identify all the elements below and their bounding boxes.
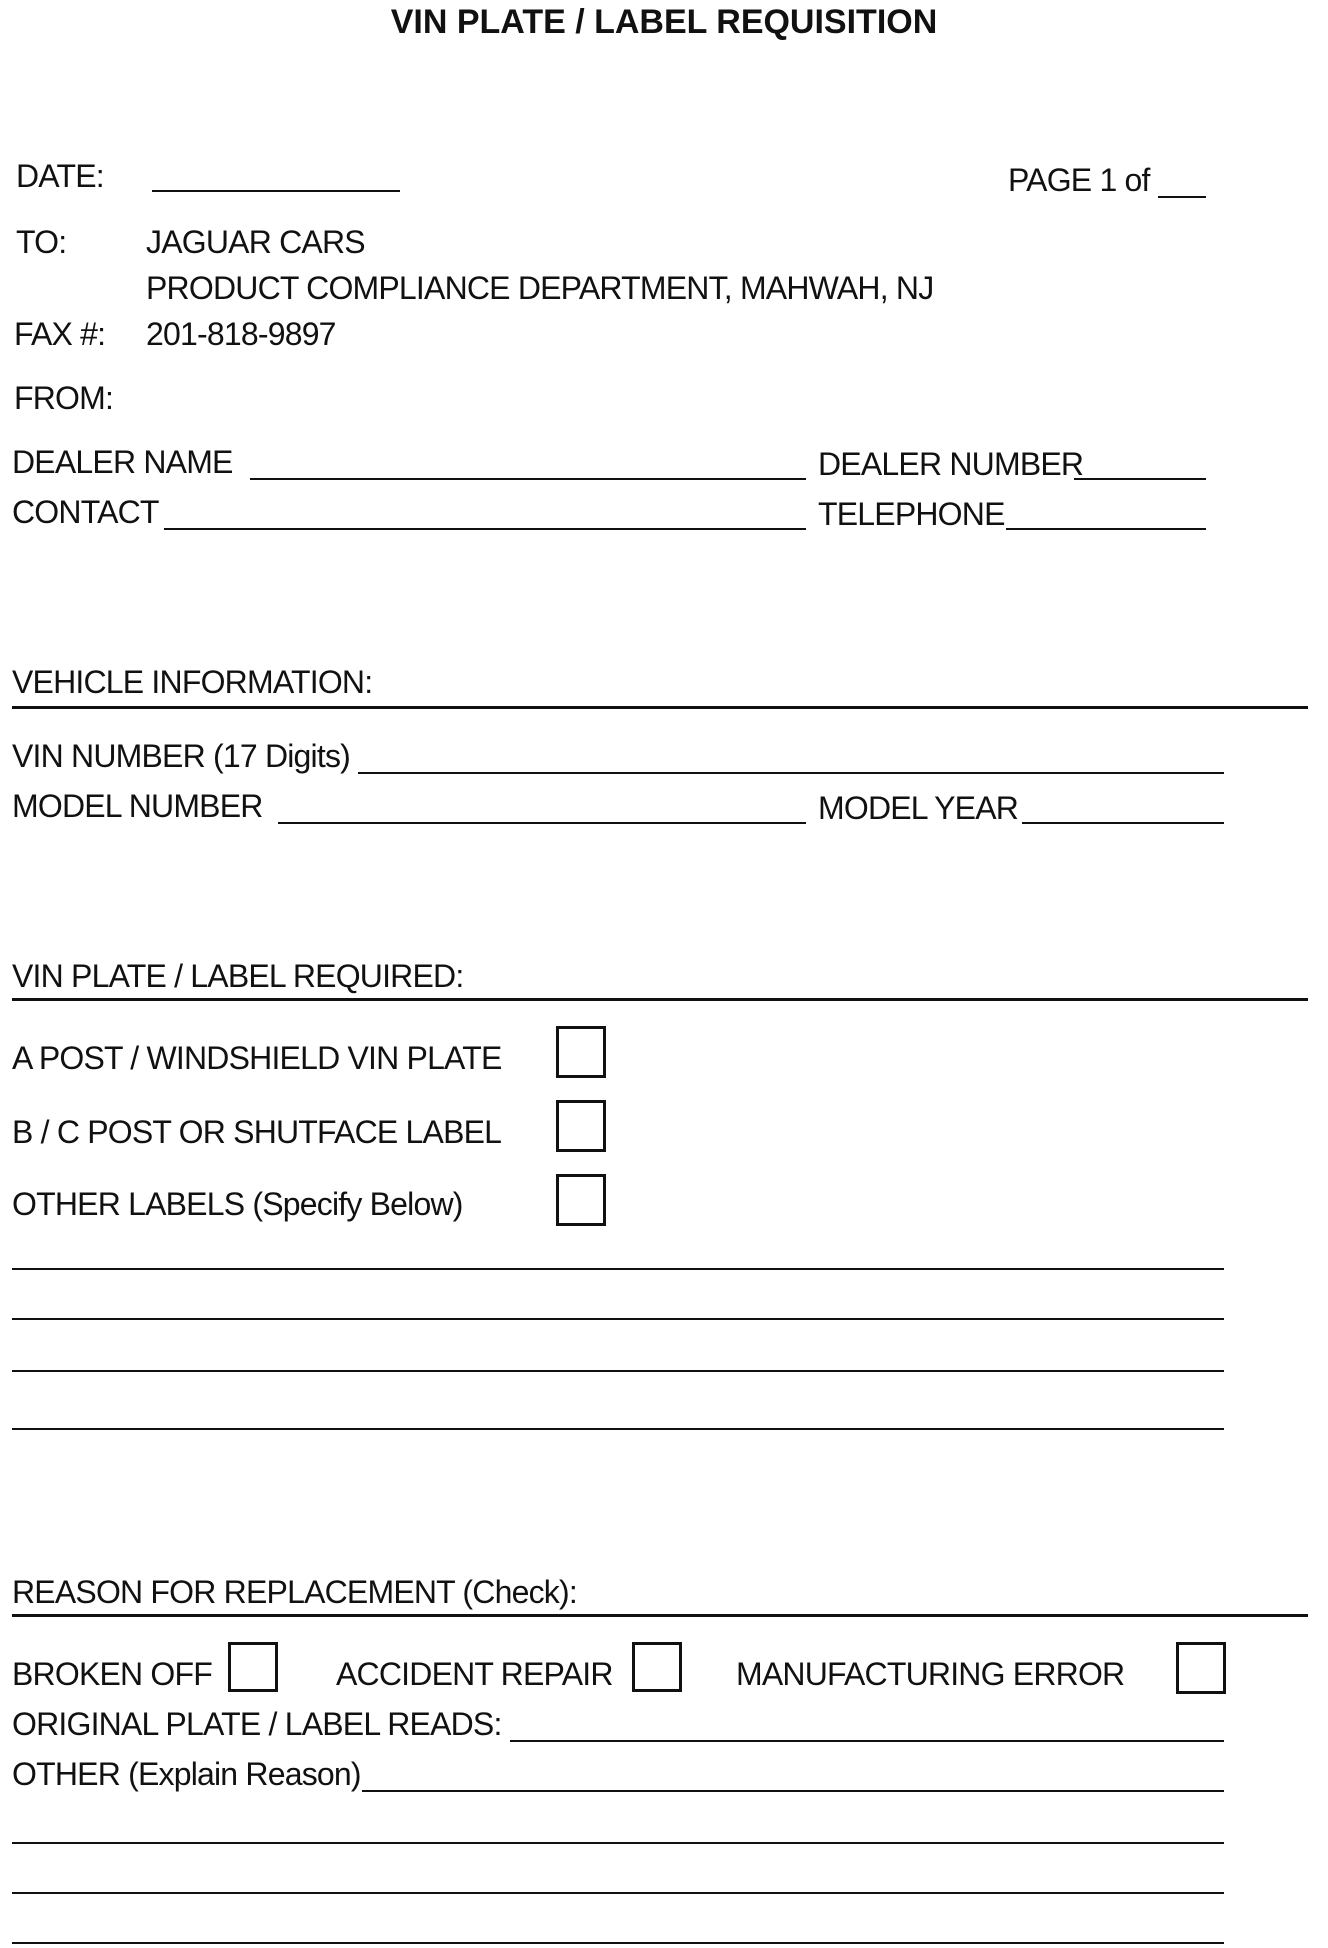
specify-line[interactable]: [12, 1268, 1224, 1270]
manufacturing-error-label: MANUFACTURING ERROR: [736, 1656, 1125, 1692]
to-department: PRODUCT COMPLIANCE DEPARTMENT, MAHWAH, NJ: [146, 270, 934, 306]
fax-label: FAX #:: [14, 316, 106, 352]
plate-option-bc-post: B / C POST OR SHUTFACE LABEL: [12, 1114, 502, 1150]
section-divider: [12, 998, 1308, 1001]
to-recipient: JAGUAR CARS: [146, 224, 365, 260]
explain-line[interactable]: [12, 1942, 1224, 1944]
contact-field[interactable]: [164, 528, 806, 530]
specify-line[interactable]: [12, 1370, 1224, 1372]
accident-repair-checkbox[interactable]: [632, 1642, 682, 1692]
model-number-field[interactable]: [278, 822, 806, 824]
vehicle-section-heading: VEHICLE INFORMATION:: [12, 664, 373, 700]
other-labels-checkbox[interactable]: [556, 1174, 606, 1226]
model-number-label: MODEL NUMBER: [12, 788, 263, 824]
contact-label: CONTACT: [12, 494, 159, 530]
dealer-name-field[interactable]: [250, 478, 806, 480]
plate-option-other: OTHER LABELS (Specify Below): [12, 1186, 463, 1222]
broken-off-checkbox[interactable]: [228, 1642, 278, 1692]
plate-option-a-post: A POST / WINDSHIELD VIN PLATE: [12, 1040, 502, 1076]
plate-section-heading: VIN PLATE / LABEL REQUIRED:: [12, 958, 464, 994]
a-post-checkbox[interactable]: [556, 1026, 606, 1078]
other-reason-label: OTHER (Explain Reason): [12, 1756, 361, 1792]
dealer-number-label: DEALER NUMBER: [818, 446, 1084, 482]
specify-line[interactable]: [12, 1428, 1224, 1430]
form-title: VIN PLATE / LABEL REQUISITION: [390, 3, 938, 41]
manufacturing-error-checkbox[interactable]: [1176, 1642, 1226, 1694]
broken-off-label: BROKEN OFF: [12, 1656, 213, 1692]
vin-field[interactable]: [358, 772, 1224, 774]
accident-repair-label: ACCIDENT REPAIR: [336, 1656, 613, 1692]
from-label: FROM:: [14, 380, 114, 416]
explain-line[interactable]: [12, 1842, 1224, 1844]
other-reason-field[interactable]: [362, 1790, 1224, 1792]
page-total-field[interactable]: [1158, 196, 1206, 198]
vin-label: VIN NUMBER (17 Digits): [12, 738, 351, 774]
original-reads-field[interactable]: [510, 1740, 1224, 1742]
section-divider: [12, 1614, 1308, 1617]
dealer-name-label: DEALER NAME: [12, 444, 233, 480]
telephone-field[interactable]: [1006, 528, 1206, 530]
explain-line[interactable]: [12, 1892, 1224, 1894]
date-field[interactable]: [152, 190, 400, 192]
reason-section-heading: REASON FOR REPLACEMENT (Check):: [12, 1574, 577, 1610]
date-label: DATE:: [16, 158, 104, 194]
page-label: PAGE 1 of: [1008, 162, 1150, 198]
dealer-number-field[interactable]: [1074, 478, 1206, 480]
bc-post-checkbox[interactable]: [556, 1100, 606, 1152]
fax-number: 201-818-9897: [146, 316, 336, 352]
to-label: TO:: [16, 224, 67, 260]
specify-line[interactable]: [12, 1318, 1224, 1320]
original-reads-label: ORIGINAL PLATE / LABEL READS:: [12, 1706, 502, 1742]
model-year-label: MODEL YEAR: [818, 790, 1019, 826]
telephone-label: TELEPHONE: [818, 496, 1005, 532]
section-divider: [12, 706, 1308, 709]
model-year-field[interactable]: [1022, 822, 1224, 824]
